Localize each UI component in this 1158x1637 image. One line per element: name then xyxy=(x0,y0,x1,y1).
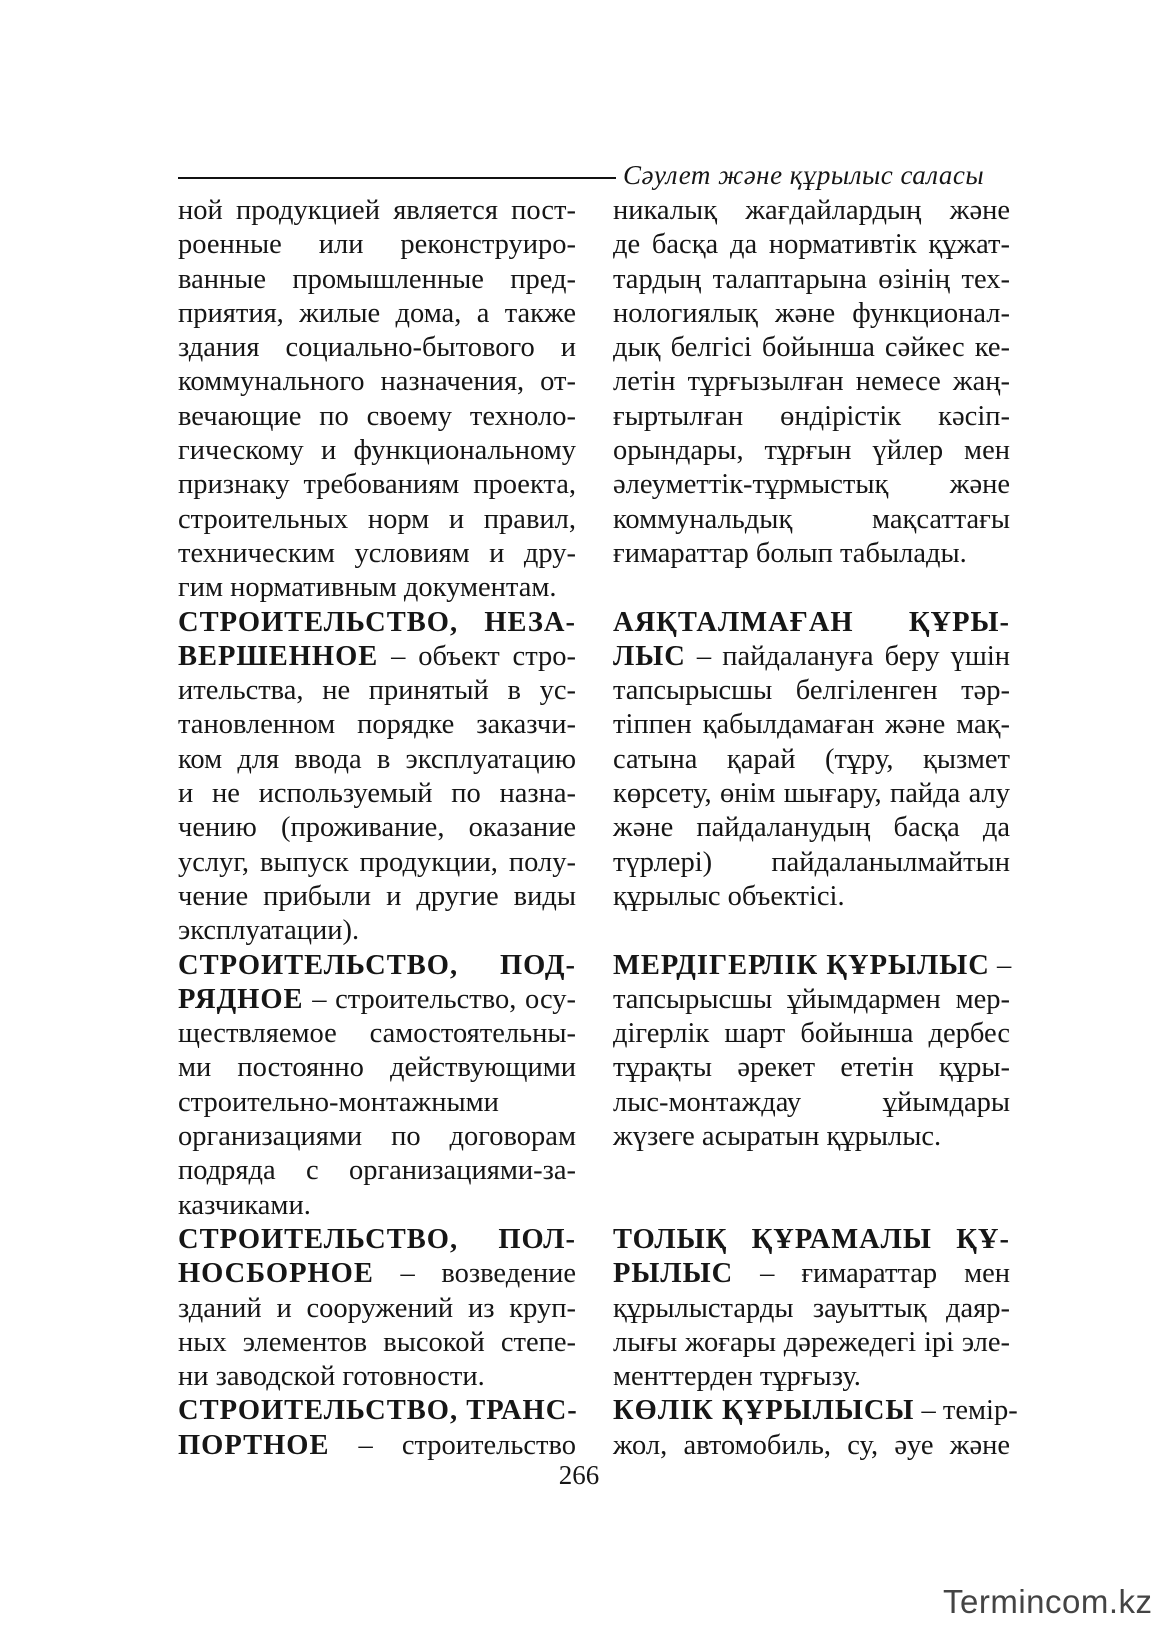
text-line xyxy=(178,434,576,468)
text-line xyxy=(178,811,576,845)
text-line xyxy=(178,846,576,880)
text-line xyxy=(178,743,576,777)
line-text: признаку требованиям проекта, xyxy=(178,469,576,501)
paragraph-gap xyxy=(613,1154,1010,1188)
line-text: летін тұрғызылған немесе жаң- xyxy=(613,366,1010,398)
line-text: – пайдалануға беру үшін xyxy=(685,640,1010,672)
text-line xyxy=(178,606,576,640)
text-line xyxy=(178,1429,576,1463)
paragraph-gap xyxy=(613,1189,1010,1223)
line-text: тұрақты әрекет ететін құры- xyxy=(613,1052,1010,1084)
line-text: дігерлік шарт бойынша дербес xyxy=(613,1018,1010,1050)
text-line xyxy=(613,503,1010,537)
text-line xyxy=(178,331,576,365)
line-text: никалық жағдайлардың және xyxy=(613,195,1010,226)
line-text: гим нормативным документам. xyxy=(178,572,557,604)
text-line xyxy=(178,1394,576,1428)
line-text: – xyxy=(989,949,1012,981)
term-heading: МЕРДІГЕРЛІК ҚҰРЫЛЫС xyxy=(613,949,990,981)
page-number: 266 xyxy=(558,1460,600,1490)
line-text: – строительство, осу- xyxy=(303,983,576,1015)
line-text: жол, автомобиль, су, әуе және xyxy=(613,1429,1010,1461)
line-text: ществляемое самостоятельны- xyxy=(178,1018,576,1050)
line-text: здания социально-бытового и xyxy=(178,332,576,364)
line-text: – объект стро- xyxy=(378,640,576,672)
text-line xyxy=(178,571,576,605)
text-line xyxy=(613,1326,1010,1360)
line-text: құрылыстарды зауыттық даяр- xyxy=(613,1292,1010,1324)
line-text: сатына қарай (тұру, қызмет xyxy=(613,743,1010,775)
term-heading: НОСБОРНОЕ xyxy=(178,1258,374,1290)
line-text: гическому и функциональному xyxy=(178,435,576,467)
line-text: коммунальдық мақсаттағы xyxy=(613,503,1010,535)
text-line xyxy=(178,503,576,537)
line-text: тіппен қабылдамаған және мақ- xyxy=(613,709,1010,741)
text-line xyxy=(178,949,576,983)
text-line xyxy=(178,1120,576,1154)
left-column xyxy=(178,194,576,1463)
text-line xyxy=(613,1257,1010,1291)
text-line xyxy=(613,1292,1010,1326)
text-line xyxy=(178,228,576,262)
text-line xyxy=(613,1360,1010,1394)
text-line xyxy=(178,1257,576,1291)
line-text: ком для ввода в эксплуатацию xyxy=(178,743,576,775)
line-text: ми постоянно действующими xyxy=(178,1052,576,1084)
term-heading: СТРОИТЕЛЬСТВО, НЕЗА- xyxy=(178,606,576,638)
line-text: түрлері) пайдаланылмайтын xyxy=(613,846,1010,878)
text-line xyxy=(178,537,576,571)
text-line xyxy=(613,228,1010,262)
line-text: менттерден тұрғызу. xyxy=(613,1361,861,1393)
line-text: ни заводской готовности. xyxy=(178,1361,485,1393)
line-text: ғимараттар болып табылады. xyxy=(613,537,967,569)
term-heading: РЯДНОЕ xyxy=(178,983,304,1015)
paragraph-gap xyxy=(613,571,1010,605)
line-text: вечающие по своему техноло- xyxy=(178,400,576,432)
line-text: тапсырысшы белгіленген тәр- xyxy=(613,675,1010,707)
text-line xyxy=(178,297,576,331)
line-text: – возведение xyxy=(373,1258,576,1290)
term-heading: СТРОИТЕЛЬСТВО, ПОЛ- xyxy=(178,1223,576,1255)
term-heading: РЫЛЫС xyxy=(613,1258,734,1290)
line-text: техническим условиям и дру- xyxy=(178,537,576,569)
text-line xyxy=(613,983,1010,1017)
header-rule xyxy=(178,177,616,179)
line-text: коммунального назначения, от- xyxy=(178,366,576,398)
term-heading: ТОЛЫҚ ҚҰРАМАЛЫ ҚҰ- xyxy=(613,1223,1010,1255)
text-line xyxy=(613,1051,1010,1085)
line-text: – темір- xyxy=(914,1395,1018,1427)
text-line xyxy=(613,1017,1010,1051)
line-text: тапсырысшы ұйымдармен мер- xyxy=(613,983,1010,1015)
text-line xyxy=(178,880,576,914)
term-heading: ПОРТНОЕ xyxy=(178,1429,330,1461)
line-text: – ғимараттар мен xyxy=(733,1258,1010,1290)
line-text: строительно-монтажными xyxy=(178,1086,499,1118)
text-line xyxy=(613,811,1010,845)
line-text: де басқа да нормативтік құжат- xyxy=(613,229,1010,261)
line-text: тановленном порядке заказчи- xyxy=(178,709,576,741)
text-line xyxy=(613,674,1010,708)
text-line xyxy=(613,1223,1010,1257)
text-line xyxy=(178,1292,576,1326)
line-text: ительства, не принятый в ус- xyxy=(178,675,576,707)
text-line xyxy=(178,1326,576,1360)
text-line xyxy=(178,983,576,1017)
line-text: и не используемый по назна- xyxy=(178,778,576,810)
text-line xyxy=(613,400,1010,434)
text-line xyxy=(178,194,576,228)
right-column xyxy=(613,194,1018,1463)
line-text: әлеуметтік-тұрмыстық және xyxy=(613,469,1010,501)
text-line xyxy=(613,1394,1018,1428)
line-text: эксплуатации). xyxy=(178,915,360,947)
text-line xyxy=(178,468,576,502)
line-text: жүзеге асыратын құрылыс. xyxy=(613,1121,942,1153)
line-text: ных элементов высокой степе- xyxy=(178,1326,576,1358)
text-line xyxy=(613,297,1010,331)
line-text: құрылыс объектісі. xyxy=(613,880,845,912)
line-text: подряда с организациями-за- xyxy=(178,1155,576,1187)
line-text: орындары, тұрғын үйлер мен xyxy=(613,435,1010,467)
term-heading: АЯҚТАЛМАҒАН ҚҰРЫ- xyxy=(613,606,1010,638)
text-line xyxy=(613,708,1010,742)
line-text: ғыртылған өндірістік кәсіп- xyxy=(613,400,1010,432)
text-line xyxy=(178,1086,576,1120)
line-text: чению (проживание, оказание xyxy=(178,812,576,844)
line-text: приятия, жилые дома, а также xyxy=(178,297,576,329)
text-line xyxy=(178,1223,576,1257)
text-line xyxy=(613,194,1010,228)
text-line xyxy=(178,777,576,811)
line-text: чение прибыли и другие виды xyxy=(178,880,576,912)
line-text: нологиялық және функционал- xyxy=(613,297,1010,329)
text-line xyxy=(613,263,1010,297)
text-line xyxy=(613,1429,1010,1463)
term-heading: СТРОИТЕЛЬСТВО, ПОД- xyxy=(178,949,576,981)
line-text: және пайдаланудың басқа да xyxy=(613,812,1010,844)
term-heading: СТРОИТЕЛЬСТВО, ТРАНС- xyxy=(178,1395,578,1427)
text-line xyxy=(178,1360,576,1394)
text-line xyxy=(613,880,1010,914)
running-head: Сәулет және құрылыс саласы xyxy=(623,160,985,190)
text-line xyxy=(613,743,1010,777)
line-text: ной продукцией является пост- xyxy=(178,195,576,226)
text-line xyxy=(613,537,1010,571)
text-line xyxy=(178,1154,576,1188)
line-text: көрсету, өнім шығару, пайда алу xyxy=(613,778,1010,810)
term-heading: КӨЛІК ҚҰРЫЛЫСЫ xyxy=(613,1395,915,1427)
text-line xyxy=(613,365,1010,399)
line-text: тардың талаптарына өзінің тех- xyxy=(613,263,1010,295)
paragraph-gap xyxy=(613,914,1010,948)
line-text: – строительство xyxy=(329,1429,576,1461)
line-text: роенные или реконструиро- xyxy=(178,229,576,261)
text-line xyxy=(178,674,576,708)
line-text: услуг, выпуск продукции, полу- xyxy=(178,846,576,878)
line-text: зданий и сооружений из круп- xyxy=(178,1292,576,1324)
text-line xyxy=(178,708,576,742)
line-text: дық белгісі бойынша сәйкес ке- xyxy=(613,332,1010,364)
text-line xyxy=(613,1086,1010,1120)
text-line xyxy=(613,331,1010,365)
line-text: казчиками. xyxy=(178,1189,311,1221)
line-text: ванные промышленные пред- xyxy=(178,263,576,295)
term-heading: ЛЫС xyxy=(613,640,686,672)
text-line xyxy=(613,640,1010,674)
text-line xyxy=(613,468,1010,502)
line-text: лыс-монтаждау ұйымдары xyxy=(613,1086,1010,1118)
text-line xyxy=(178,263,576,297)
text-line xyxy=(613,434,1010,468)
line-text: организациями по договорам xyxy=(178,1121,576,1153)
watermark-logo: Termincom.kz xyxy=(943,1583,1153,1620)
text-line xyxy=(613,949,1010,983)
text-line xyxy=(178,1189,576,1223)
text-line xyxy=(613,1120,1010,1154)
text-line xyxy=(178,400,576,434)
text-line xyxy=(613,846,1010,880)
text-line xyxy=(178,914,576,948)
text-line xyxy=(178,365,576,399)
term-heading: ВЕРШЕННОЕ xyxy=(178,640,379,672)
line-text: лығы жоғары дәрежедегі ірі эле- xyxy=(613,1326,1010,1358)
text-line xyxy=(613,777,1010,811)
text-line xyxy=(178,640,576,674)
text-line xyxy=(178,1017,576,1051)
text-line xyxy=(178,1051,576,1085)
line-text: строительных норм и правил, xyxy=(178,503,576,535)
text-line xyxy=(613,606,1010,640)
